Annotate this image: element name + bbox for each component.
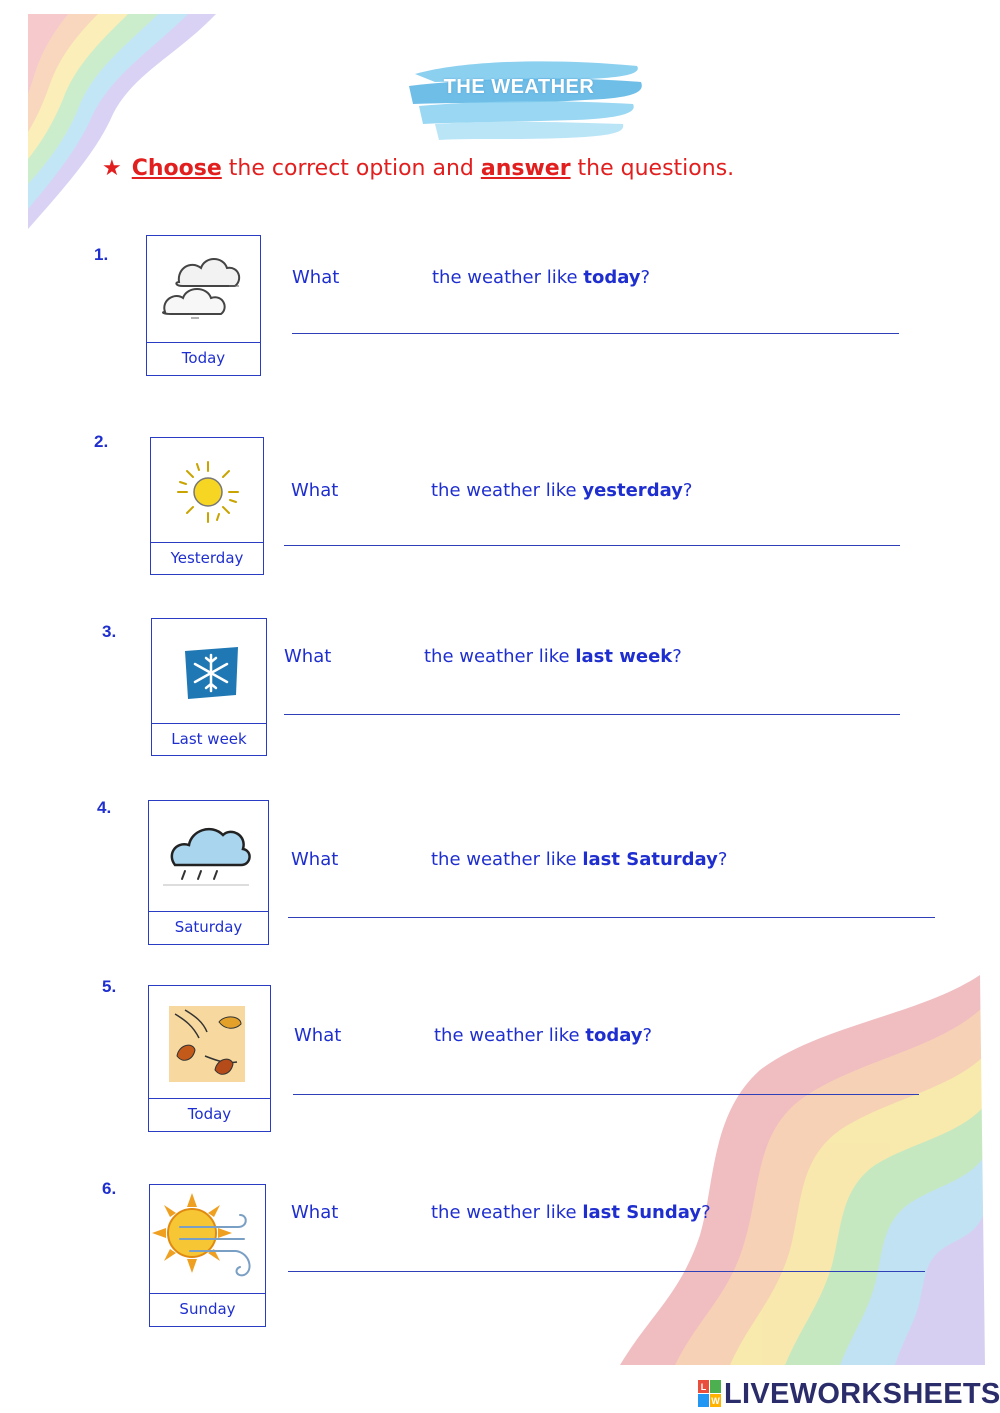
- sunny-icon: [151, 438, 263, 542]
- brush-stroke-icon: [405, 52, 645, 152]
- question-what: What: [292, 267, 340, 288]
- card-label: Yesterday: [170, 549, 244, 567]
- question-mark: ?: [642, 1025, 653, 1046]
- weather-card: [148, 800, 269, 945]
- answer-line[interactable]: [288, 1271, 925, 1272]
- instruction-text: [102, 156, 734, 181]
- question-text: [284, 646, 682, 667]
- question-time: last Saturday: [582, 849, 718, 870]
- rainy-icon: [149, 801, 267, 911]
- instruction-keyword-choose: Choose: [131, 156, 222, 181]
- card-label: Sunday: [179, 1300, 236, 1318]
- instruction-keyword-answer: answer: [480, 156, 571, 181]
- question-rest: the weather like: [432, 267, 578, 288]
- question-what: What: [291, 480, 339, 501]
- question-number: 6.: [102, 1179, 117, 1198]
- answer-line[interactable]: [293, 1094, 919, 1095]
- question-text: [291, 849, 727, 870]
- answer-line[interactable]: [288, 917, 935, 918]
- question-time: last Sunday: [582, 1202, 702, 1223]
- question-number: 1.: [94, 245, 109, 264]
- question-number: 4.: [97, 798, 112, 817]
- answer-line[interactable]: [292, 333, 899, 334]
- question-time: yesterday: [582, 480, 683, 501]
- svg-text:W: W: [711, 1396, 720, 1406]
- rainbow-decoration-bottom-right: [620, 975, 985, 1365]
- question-rest: the weather like: [431, 849, 577, 870]
- question-number: 2.: [94, 432, 109, 451]
- rainbow-decoration-top-left: [28, 14, 218, 229]
- question-text: [294, 1025, 652, 1046]
- question-rest: the weather like: [431, 480, 577, 501]
- answer-line[interactable]: [284, 714, 900, 715]
- question-rest: the weather like: [424, 646, 570, 667]
- weather-card: [148, 985, 271, 1132]
- sun-wind-icon: [150, 1185, 265, 1293]
- liveworksheets-logo-icon: [698, 1380, 722, 1408]
- snowflake-icon: [152, 619, 266, 723]
- page-title: THE WEATHER: [443, 76, 595, 98]
- question-text: [292, 267, 650, 288]
- windy-leaves-icon: [149, 986, 269, 1098]
- svg-text:L: L: [700, 1382, 707, 1392]
- brand-name: LIVEWORKSHEETS: [724, 1377, 1000, 1410]
- weather-card: [146, 235, 261, 376]
- weather-card: [149, 1184, 266, 1327]
- question-mark: ?: [672, 646, 682, 667]
- star-icon: ★: [102, 156, 122, 181]
- question-rest: the weather like: [434, 1025, 580, 1046]
- card-label: Last week: [171, 730, 247, 748]
- question-what: What: [284, 646, 332, 667]
- question-time: today: [585, 1025, 643, 1046]
- card-label: Saturday: [174, 918, 243, 936]
- answer-line[interactable]: [284, 545, 900, 546]
- worksheet-title-banner: [405, 52, 645, 152]
- card-label: Today: [181, 349, 226, 367]
- question-text: [291, 480, 692, 501]
- question-number: 3.: [102, 622, 117, 641]
- question-what: What: [294, 1025, 342, 1046]
- question-number: 5.: [102, 977, 117, 996]
- question-time: today: [583, 267, 641, 288]
- question-what: What: [291, 1202, 339, 1223]
- liveworksheets-logo: [698, 1376, 1000, 1412]
- weather-card: [150, 437, 264, 575]
- card-label: Today: [187, 1105, 232, 1123]
- question-rest: the weather like: [431, 1202, 577, 1223]
- instruction-middle: the correct option and: [221, 156, 481, 181]
- question-text: [291, 1202, 711, 1223]
- instruction-end: the questions.: [570, 156, 735, 181]
- question-mark: ?: [682, 480, 693, 501]
- question-mark: ?: [701, 1202, 711, 1223]
- question-mark: ?: [640, 267, 651, 288]
- question-time: last week: [575, 646, 673, 667]
- cloudy-icon: [147, 236, 259, 342]
- question-mark: ?: [717, 849, 728, 870]
- question-what: What: [291, 849, 339, 870]
- weather-card: [151, 618, 267, 756]
